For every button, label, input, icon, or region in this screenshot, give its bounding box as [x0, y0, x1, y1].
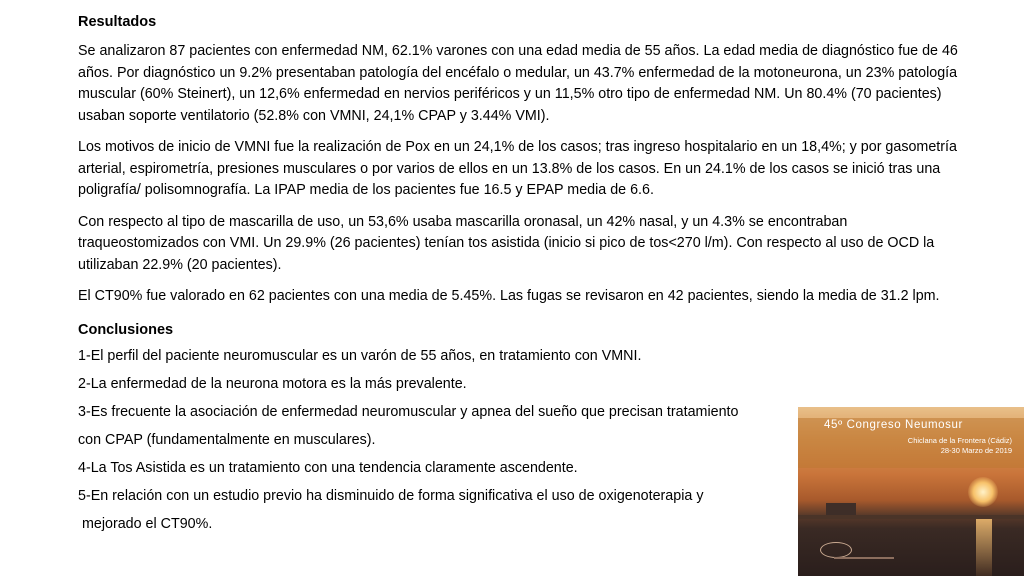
- results-paragraph: Con respecto al tipo de mascarilla de uso, un 53,6% usaba mascarilla oronasal, un 42% nasal, y un 4.3% se encontraban traqueostomizados con VMI. Un 29.9% (26 pacientes) tenían tos asistida (inicio si pico de tos<270 l/m). Con respecto al uso de OCD la utilizaban 22.9% (20 pacientes).: [78, 213, 935, 273]
- poster-location: Chiclana de la Frontera (Cádiz): [907, 436, 1012, 445]
- conclusion-item: 4-La Tos Asistida es un tratamiento con una tendencia claramente ascendente.: [78, 459, 578, 476]
- poster-dates: 28-30 Marzo de 2019: [940, 446, 1012, 455]
- conclusions-heading: Conclusiones: [78, 321, 174, 338]
- neumosur-logo-icon: [820, 542, 852, 558]
- results-paragraph: Los motivos de inicio de VMNI fue la realización de Pox en un 24,1% de los casos; tras ingreso hospitalario en un 18,4%; y por gasometría arterial, espirometría, presiones musculares o por varios de ellos en un 13.8% de los casos. En un 24.1% de los casos se inició tras una poligrafía/ polisomnografía. La IPAP media de los pacientes fue 16.5 y EPAP media de 6.6.: [78, 139, 957, 198]
- results-paragraph: Se analizaron 87 pacientes con enfermedad NM, 62.1% varones con una edad media de 55 años. La edad media de diagnóstico fue de 46 años. Por diagnóstico un 9.2% presentaban patología del encéfalo o medular, un 43.7% enfermedad de la motoneurona, un 23% patología muscular (60% Steinert), un 12,6% enfermedad en nervios periféricos y un 11,5% otro tipo de enfermedad NM. Un 80.4% (70 pacientes) usaban soporte ventilatorio (52.8% con VMNI, 24,1% CPAP y 3.44% VMI).: [78, 43, 958, 124]
- conclusion-item: 5-En relación con un estudio previo ha disminuido de forma significativa el uso de oxigenoterapia y: [78, 487, 704, 504]
- sun-reflection: [976, 519, 992, 576]
- poster-title: 45º Congreso Neumosur: [824, 419, 963, 431]
- conclusion-item: 2-La enfermedad de la neurona motora es la más prevalente.: [78, 375, 467, 392]
- congress-poster-image: [798, 407, 1024, 576]
- conclusion-item: mejorado el CT90%.: [78, 515, 213, 532]
- conclusion-item: 3-Es frecuente la asociación de enfermedad neuromuscular y apnea del sueño que precisan tratamiento: [78, 403, 739, 420]
- sunset-sun: [968, 477, 998, 507]
- conclusion-item: con CPAP (fundamentalmente en musculares).: [78, 431, 376, 448]
- logo-caption-mark: [834, 557, 894, 559]
- results-heading: Resultados: [78, 14, 157, 30]
- results-paragraph: El CT90% fue valorado en 62 pacientes con una media de 5.45%. Las fugas se revisaron en 42 pacientes, siendo la media de 31.2 lpm.: [78, 288, 940, 304]
- conclusion-item: 1-El perfil del paciente neuromuscular es un varón de 55 años, en tratamiento con VMNI.: [78, 347, 642, 364]
